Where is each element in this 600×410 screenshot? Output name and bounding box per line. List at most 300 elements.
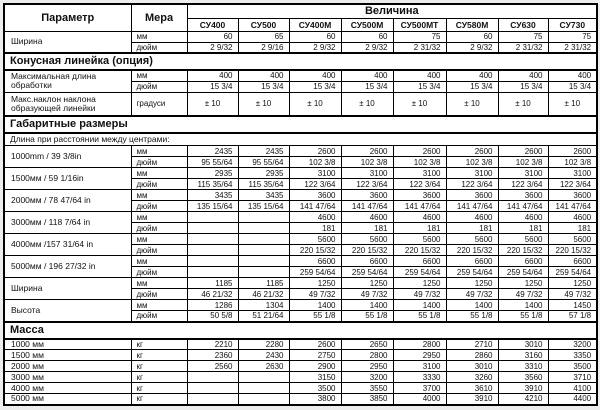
measure-label: кг <box>131 394 187 405</box>
cell-value: ± 10 <box>498 92 548 116</box>
cell-value: 141 47/64 <box>446 201 498 212</box>
row-label: 3000 мм <box>4 372 131 383</box>
cell-value: 1286 <box>187 300 238 311</box>
measure-label: мм <box>131 278 187 289</box>
cell-value: 15 3/4 <box>446 81 498 92</box>
cell-value: 6600 <box>393 256 446 267</box>
cell-value: 5600 <box>446 234 498 245</box>
table-row <box>4 190 597 201</box>
cell-value: ± 10 <box>238 92 289 116</box>
cell-value: 95 55/64 <box>238 157 289 168</box>
row-label: 2000 мм <box>4 361 131 372</box>
cell-value: 122 3/64 <box>446 179 498 190</box>
cell-value: 3010 <box>498 339 548 350</box>
cell-value: 400 <box>393 70 446 81</box>
cell-value: 4000 <box>393 394 446 405</box>
cell-value: 135 15/64 <box>187 201 238 212</box>
cell-value: 2650 <box>341 339 393 350</box>
table-row <box>4 146 597 157</box>
cell-value: 102 3/8 <box>289 157 341 168</box>
cell-value: 2935 <box>187 168 238 179</box>
cell-value: 2600 <box>393 146 446 157</box>
row-label: 2000мм / 78 47/64 in <box>4 190 131 212</box>
cell-value: 220 15/32 <box>341 245 393 256</box>
section-label: Масса <box>4 322 597 339</box>
cell-value: 2435 <box>238 146 289 157</box>
measure-label: мм <box>131 300 187 311</box>
table-row <box>4 361 597 372</box>
cell-value <box>238 394 289 405</box>
row-label: 1500мм / 59 1/16in <box>4 168 131 190</box>
cell-value: 6600 <box>446 256 498 267</box>
cell-value: 65 <box>238 31 289 42</box>
cell-value: 60 <box>289 31 341 42</box>
row-label: 4000 мм <box>4 383 131 394</box>
cell-value: 259 54/64 <box>548 267 597 278</box>
measure-label: градуси <box>131 92 187 116</box>
cell-value: ± 10 <box>446 92 498 116</box>
cell-value: 2935 <box>238 168 289 179</box>
measure-label: дюйм <box>131 223 187 234</box>
cell-value: 2 31/32 <box>548 42 597 53</box>
cell-value: 3100 <box>393 361 446 372</box>
measure-label: дюйм <box>131 81 187 92</box>
cell-value: 4600 <box>446 212 498 223</box>
measure-label: мм <box>131 146 187 157</box>
spec-table-wrapper <box>3 3 596 406</box>
cell-value: 46 21/32 <box>187 289 238 300</box>
measure-label: дюйм <box>131 311 187 322</box>
cell-value: 1185 <box>238 278 289 289</box>
cell-value: 115 35/64 <box>238 179 289 190</box>
cell-value <box>238 223 289 234</box>
cell-value: 400 <box>498 70 548 81</box>
cell-value: 6600 <box>548 256 597 267</box>
cell-value: 1250 <box>446 278 498 289</box>
cell-value: 3435 <box>187 190 238 201</box>
section-label: Конусная линейка (опция) <box>4 53 597 70</box>
cell-value: 181 <box>446 223 498 234</box>
column-header-model: СУ400М <box>289 18 341 31</box>
cell-value: 2280 <box>238 339 289 350</box>
cell-value: 3100 <box>446 168 498 179</box>
row-label: Ширина <box>4 278 131 300</box>
cell-value <box>238 383 289 394</box>
cell-value: 181 <box>289 223 341 234</box>
cell-value: 2 9/32 <box>187 42 238 53</box>
cell-value: 2560 <box>187 361 238 372</box>
cell-value: 5600 <box>498 234 548 245</box>
cell-value: 5600 <box>393 234 446 245</box>
cell-value: 220 15/32 <box>548 245 597 256</box>
measure-label: мм <box>131 212 187 223</box>
cell-value: 3550 <box>341 383 393 394</box>
cell-value: 3850 <box>341 394 393 405</box>
cell-value: 122 3/64 <box>341 179 393 190</box>
cell-value: 15 3/4 <box>187 81 238 92</box>
cell-value <box>238 212 289 223</box>
measure-label: дюйм <box>131 42 187 53</box>
measure-label: кг <box>131 339 187 350</box>
cell-value: 3600 <box>548 190 597 201</box>
cell-value: 1400 <box>289 300 341 311</box>
measure-label: дюйм <box>131 267 187 278</box>
cell-value <box>187 234 238 245</box>
cell-value: 2950 <box>393 350 446 361</box>
cell-value: 2 31/32 <box>393 42 446 53</box>
cell-value: 4600 <box>548 212 597 223</box>
cell-value: 1400 <box>446 300 498 311</box>
cell-value: 259 54/64 <box>289 267 341 278</box>
cell-value: 2800 <box>341 350 393 361</box>
measure-label: дюйм <box>131 289 187 300</box>
cell-value <box>187 223 238 234</box>
cell-value: 4600 <box>393 212 446 223</box>
cell-value: 75 <box>548 31 597 42</box>
cell-value: 3260 <box>446 372 498 383</box>
cell-value: 15 3/4 <box>289 81 341 92</box>
row-label: 5000 мм <box>4 394 131 405</box>
cell-value: 75 <box>498 31 548 42</box>
cell-value: 2435 <box>187 146 238 157</box>
cell-value: 3200 <box>341 372 393 383</box>
cell-value: 181 <box>393 223 446 234</box>
cell-value: 5600 <box>548 234 597 245</box>
measure-label: мм <box>131 234 187 245</box>
cell-value: ± 10 <box>548 92 597 116</box>
cell-value: 3010 <box>446 361 498 372</box>
cell-value: 3500 <box>289 383 341 394</box>
measure-label: мм <box>131 190 187 201</box>
measure-label: кг <box>131 361 187 372</box>
cell-value: ± 10 <box>393 92 446 116</box>
cell-value: 4600 <box>341 212 393 223</box>
cell-value: 3710 <box>548 372 597 383</box>
cell-value: 55 1/8 <box>289 311 341 322</box>
cell-value: 3600 <box>289 190 341 201</box>
cell-value: 220 15/32 <box>393 245 446 256</box>
cell-value: 3100 <box>393 168 446 179</box>
column-header-model: СУ500М <box>341 18 393 31</box>
measure-label: кг <box>131 350 187 361</box>
header-row-top <box>4 4 597 18</box>
cell-value: 102 3/8 <box>498 157 548 168</box>
row-label: 4000мм /157 31/64 in <box>4 234 131 256</box>
cell-value: 400 <box>238 70 289 81</box>
table-row <box>4 383 597 394</box>
cell-value: 400 <box>187 70 238 81</box>
section-label: Габаритные размеры <box>4 116 597 133</box>
cell-value: 2430 <box>238 350 289 361</box>
cell-value: 2750 <box>289 350 341 361</box>
row-label: 1000mm / 39 3/8in <box>4 146 131 168</box>
cell-value: 400 <box>548 70 597 81</box>
cell-value: 49 7/32 <box>548 289 597 300</box>
measure-label: дюйм <box>131 179 187 190</box>
cell-value: 1400 <box>341 300 393 311</box>
cell-value: 1250 <box>498 278 548 289</box>
table-row <box>4 256 597 267</box>
cell-value <box>238 234 289 245</box>
cell-value: 400 <box>341 70 393 81</box>
cell-value: 3160 <box>498 350 548 361</box>
cell-value <box>187 372 238 383</box>
cell-value <box>187 245 238 256</box>
cell-value: 1450 <box>548 300 597 311</box>
cell-value: 5600 <box>341 234 393 245</box>
cell-value: 49 7/32 <box>393 289 446 300</box>
cell-value: 2900 <box>289 361 341 372</box>
cell-value: 2710 <box>446 339 498 350</box>
cell-value: 60 <box>341 31 393 42</box>
cell-value: ± 10 <box>289 92 341 116</box>
cell-value: 95 55/64 <box>187 157 238 168</box>
measure-label: дюйм <box>131 157 187 168</box>
cell-value: 2600 <box>548 146 597 157</box>
cell-value: 4600 <box>498 212 548 223</box>
table-row <box>4 70 597 81</box>
cell-value: 55 1/8 <box>393 311 446 322</box>
section-row <box>4 53 597 70</box>
cell-value: 3310 <box>498 361 548 372</box>
cell-value <box>187 383 238 394</box>
cell-value: 122 3/64 <box>548 179 597 190</box>
cell-value: 1250 <box>548 278 597 289</box>
row-label: Максимальная длина обработки <box>4 70 131 92</box>
cell-value: 6600 <box>289 256 341 267</box>
cell-value: 2210 <box>187 339 238 350</box>
cell-value: 49 7/32 <box>341 289 393 300</box>
cell-value: 3435 <box>238 190 289 201</box>
cell-value: 3100 <box>498 168 548 179</box>
table-row <box>4 350 597 361</box>
cell-value: 1250 <box>289 278 341 289</box>
cell-value <box>187 212 238 223</box>
cell-value: 2950 <box>341 361 393 372</box>
spec-table-body <box>4 31 597 405</box>
cell-value: 3910 <box>498 383 548 394</box>
cell-value: 2860 <box>446 350 498 361</box>
cell-value: 49 7/32 <box>289 289 341 300</box>
table-row <box>4 234 597 245</box>
cell-value: 115 35/64 <box>187 179 238 190</box>
cell-value: 3100 <box>289 168 341 179</box>
cell-value: 49 7/32 <box>498 289 548 300</box>
cell-value: 49 7/32 <box>446 289 498 300</box>
cell-value: 1250 <box>341 278 393 289</box>
table-row <box>4 300 597 311</box>
cell-value: ± 10 <box>187 92 238 116</box>
column-header-measure: Мера <box>131 4 187 31</box>
cell-value: 15 3/4 <box>238 81 289 92</box>
cell-value <box>238 267 289 278</box>
cell-value: 220 15/32 <box>289 245 341 256</box>
cell-value: 2 9/32 <box>341 42 393 53</box>
cell-value: 259 54/64 <box>341 267 393 278</box>
table-row <box>4 92 597 116</box>
cell-value: 3800 <box>289 394 341 405</box>
cell-value: 15 3/4 <box>498 81 548 92</box>
cell-value: 15 3/4 <box>341 81 393 92</box>
cell-value: 1250 <box>393 278 446 289</box>
cell-value: 3560 <box>498 372 548 383</box>
cell-value <box>187 267 238 278</box>
column-header-model: СУ400 <box>187 18 238 31</box>
column-header-model: СУ630 <box>498 18 548 31</box>
measure-label: мм <box>131 31 187 42</box>
cell-value: 400 <box>446 70 498 81</box>
cell-value: 51 21/64 <box>238 311 289 322</box>
cell-value: 122 3/64 <box>393 179 446 190</box>
measure-label: кг <box>131 383 187 394</box>
cell-value: 259 54/64 <box>498 267 548 278</box>
cell-value: 2600 <box>289 146 341 157</box>
cell-value: 122 3/64 <box>498 179 548 190</box>
section-row <box>4 322 597 339</box>
cell-value: 55 1/8 <box>446 311 498 322</box>
cell-value: 2630 <box>238 361 289 372</box>
cell-value: 3100 <box>341 168 393 179</box>
cell-value: 141 47/64 <box>548 201 597 212</box>
row-label: 3000мм / 118 7/64 in <box>4 212 131 234</box>
cell-value: 4400 <box>548 394 597 405</box>
cell-value: 259 54/64 <box>446 267 498 278</box>
measure-label: дюйм <box>131 245 187 256</box>
cell-value: 3330 <box>393 372 446 383</box>
cell-value: ± 10 <box>341 92 393 116</box>
cell-value: 2600 <box>498 146 548 157</box>
cell-value: 2600 <box>341 146 393 157</box>
row-label: 5000мм / 196 27/32 in <box>4 256 131 278</box>
cell-value: 55 1/8 <box>498 311 548 322</box>
table-row <box>4 394 597 405</box>
cell-value: 181 <box>341 223 393 234</box>
cell-value: 3600 <box>498 190 548 201</box>
cell-value: 60 <box>446 31 498 42</box>
cell-value: 2600 <box>446 146 498 157</box>
cell-value: 1400 <box>393 300 446 311</box>
cell-value: 3500 <box>548 361 597 372</box>
cell-value: 2600 <box>289 339 341 350</box>
measure-label: мм <box>131 256 187 267</box>
cell-value: 3600 <box>446 190 498 201</box>
row-label: Высота <box>4 300 131 322</box>
cell-value: 102 3/8 <box>341 157 393 168</box>
cell-value: 3350 <box>548 350 597 361</box>
table-row <box>4 31 597 42</box>
table-row <box>4 212 597 223</box>
table-row <box>4 339 597 350</box>
cell-value: 122 3/64 <box>289 179 341 190</box>
cell-value: 50 5/8 <box>187 311 238 322</box>
row-label: 1500 мм <box>4 350 131 361</box>
row-label: 1000 мм <box>4 339 131 350</box>
table-row <box>4 278 597 289</box>
cell-value: 4210 <box>498 394 548 405</box>
column-header-model: СУ500 <box>238 18 289 31</box>
cell-value: 181 <box>498 223 548 234</box>
measure-label: кг <box>131 372 187 383</box>
column-header-model: СУ580М <box>446 18 498 31</box>
cell-value: 2 31/32 <box>498 42 548 53</box>
cell-value: 3200 <box>548 339 597 350</box>
cell-value: 2 9/16 <box>238 42 289 53</box>
cell-value: 220 15/32 <box>498 245 548 256</box>
cell-value: 5600 <box>289 234 341 245</box>
cell-value: 3600 <box>341 190 393 201</box>
cell-value <box>187 394 238 405</box>
cell-value: 400 <box>289 70 341 81</box>
cell-value: 102 3/8 <box>548 157 597 168</box>
cell-value: 6600 <box>341 256 393 267</box>
measure-label: мм <box>131 168 187 179</box>
cell-value: 3100 <box>548 168 597 179</box>
cell-value: 4100 <box>548 383 597 394</box>
cell-value: 3150 <box>289 372 341 383</box>
subheader-label: Длина при расстоянии между центрами: <box>4 133 597 146</box>
table-row <box>4 372 597 383</box>
cell-value: 102 3/8 <box>393 157 446 168</box>
cell-value: 2 9/32 <box>289 42 341 53</box>
row-label: Макс.наклон наклона образующей линейки <box>4 92 131 116</box>
cell-value: 15 3/4 <box>393 81 446 92</box>
cell-value: 6600 <box>498 256 548 267</box>
cell-value: 57 1/8 <box>548 311 597 322</box>
cell-value: 220 15/32 <box>446 245 498 256</box>
cell-value <box>238 372 289 383</box>
cell-value: 141 47/64 <box>393 201 446 212</box>
measure-label: мм <box>131 70 187 81</box>
cell-value: 15 3/4 <box>548 81 597 92</box>
cell-value: 4600 <box>289 212 341 223</box>
column-header-model: СУ500МТ <box>393 18 446 31</box>
cell-value: 3700 <box>393 383 446 394</box>
cell-value: 135 15/64 <box>238 201 289 212</box>
cell-value: 181 <box>548 223 597 234</box>
cell-value: 141 47/64 <box>289 201 341 212</box>
cell-value: 55 1/8 <box>341 311 393 322</box>
cell-value: 3610 <box>446 383 498 394</box>
cell-value: 3600 <box>393 190 446 201</box>
cell-value: 141 47/64 <box>498 201 548 212</box>
cell-value: 60 <box>187 31 238 42</box>
measure-label: дюйм <box>131 201 187 212</box>
cell-value <box>238 245 289 256</box>
spec-table <box>3 3 598 406</box>
cell-value: 1185 <box>187 278 238 289</box>
row-label: Ширина <box>4 31 131 53</box>
cell-value: 2800 <box>393 339 446 350</box>
cell-value: 102 3/8 <box>446 157 498 168</box>
cell-value <box>238 256 289 267</box>
column-header-value-group: Величина <box>187 4 597 18</box>
cell-value <box>187 256 238 267</box>
cell-value: 1304 <box>238 300 289 311</box>
cell-value: 3910 <box>446 394 498 405</box>
cell-value: 141 47/64 <box>341 201 393 212</box>
cell-value: 1400 <box>498 300 548 311</box>
table-row <box>4 168 597 179</box>
cell-value: 2 9/32 <box>446 42 498 53</box>
cell-value: 75 <box>393 31 446 42</box>
subheader-row <box>4 133 597 146</box>
section-row <box>4 116 597 133</box>
column-header-model: СУ730 <box>548 18 597 31</box>
cell-value: 46 21/32 <box>238 289 289 300</box>
cell-value: 2360 <box>187 350 238 361</box>
cell-value: 259 54/64 <box>393 267 446 278</box>
column-header-param: Параметр <box>4 4 131 31</box>
